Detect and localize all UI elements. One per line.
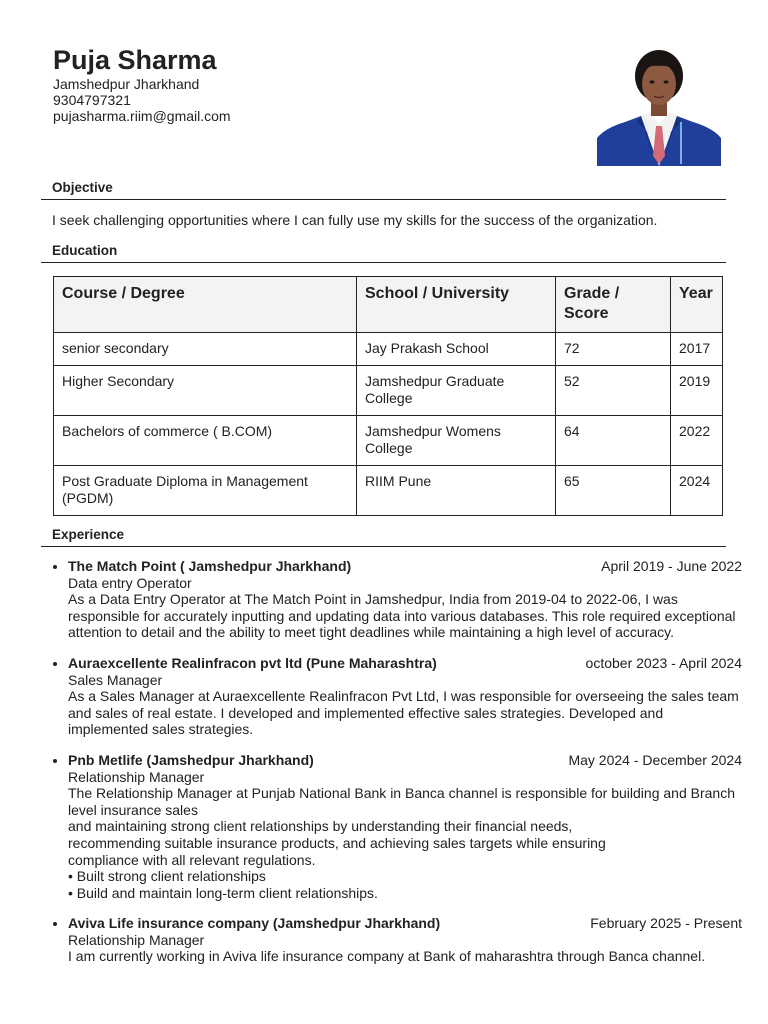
- resume-header: [53, 44, 231, 124]
- description-line: recommending suitable insurance products, and achieving sales targets while ensuring: [68, 834, 606, 851]
- course-cell: senior secondary: [54, 333, 357, 366]
- email-address: pujasharma.riim@gmail.com: [53, 108, 231, 124]
- employment-dates: May 2024 - December 2024: [568, 751, 742, 768]
- description-line: • Build and maintain long-term client relationships.: [68, 884, 378, 901]
- company-name: • Pnb Metlife (Jamshedpur Jharkhand): [68, 751, 314, 768]
- course-cell: Post Graduate Diploma in Management (PGDM): [54, 466, 357, 516]
- job-description: [68, 948, 742, 965]
- description-line: I am currently working in Aviva life insurance company at Bank of maharashtra through Banca channel.: [68, 948, 706, 965]
- year-cell: 2017: [671, 333, 723, 366]
- grade-cell: 72: [556, 333, 671, 366]
- candidate-name: Puja Sharma: [53, 45, 217, 75]
- divider: [41, 199, 726, 200]
- school-cell: RIIM Pune: [357, 466, 556, 516]
- grade-cell: 64: [556, 416, 671, 466]
- school-cell: Jamshedpur Graduate College: [357, 366, 556, 416]
- column-header: Year: [671, 277, 723, 333]
- column-header: Course / Degree: [54, 277, 357, 333]
- description-line: compliance with all relevant regulations.: [68, 851, 316, 868]
- year-cell: 2022: [671, 416, 723, 466]
- column-header: School / University: [357, 277, 556, 333]
- grade-cell: 65: [556, 466, 671, 516]
- section-title-experience: Experience: [52, 527, 125, 542]
- phone-number: 9304797321: [53, 92, 131, 108]
- company-name: • Auraexcellente Realinfracon pvt ltd (Pune Maharashtra): [68, 654, 437, 671]
- table-row: [54, 333, 723, 366]
- company-name: • The Match Point ( Jamshedpur Jharkhand): [68, 558, 352, 574]
- table-row: [54, 466, 723, 516]
- column-header: Grade / Score: [556, 277, 671, 333]
- description-line: As a Sales Manager at Auraexcellente Realinfracon Pvt Ltd, I was responsible for overseeing the sales team and sales of real estate. I developed and implemented effective sales strategies. Developed and implemented sales strategies.: [68, 688, 739, 738]
- table-row: [54, 416, 723, 466]
- section-title-objective: Objective: [52, 180, 113, 195]
- course-cell: Higher Secondary: [54, 366, 357, 416]
- job-role: Relationship Manager: [68, 768, 205, 785]
- divider: [41, 546, 726, 547]
- job-description: [68, 591, 742, 641]
- experience-item: [68, 558, 742, 641]
- location: Jamshedpur Jharkhand: [53, 76, 200, 92]
- section-title-education: Education: [52, 243, 118, 258]
- experience-item: [68, 752, 742, 901]
- employment-dates: April 2019 - June 2022: [601, 558, 742, 574]
- divider: [41, 262, 726, 263]
- employment-dates: october 2023 - April 2024: [585, 654, 742, 671]
- year-cell: 2024: [671, 466, 723, 516]
- description-line: • Built strong client relationships: [68, 868, 266, 885]
- employment-dates: February 2025 - Present: [590, 915, 742, 932]
- table-row: [54, 366, 723, 416]
- job-description: [68, 688, 742, 738]
- experience-item: [68, 655, 742, 738]
- company-name: • Aviva Life insurance company (Jamshedpur Jharkhand): [68, 915, 441, 932]
- table-header-row: [54, 277, 723, 333]
- profile-photo: [597, 46, 721, 166]
- description-line: and maintaining strong client relationships by understanding their financial needs,: [68, 818, 573, 835]
- objective-text: I seek challenging opportunities where I can fully use my skills for the success of the organization.: [52, 212, 658, 228]
- year-cell: 2019: [671, 366, 723, 416]
- description-line: The Relationship Manager at Punjab National Bank in Banca channel is responsible for building and Branch level insurance sales: [68, 785, 735, 818]
- job-role: Relationship Manager: [68, 931, 205, 948]
- school-cell: Jay Prakash School: [357, 333, 556, 366]
- grade-cell: 52: [556, 366, 671, 416]
- experience-item: [68, 915, 742, 965]
- course-cell: Bachelors of commerce ( B.COM): [54, 416, 357, 466]
- job-role: Data entry Operator: [68, 574, 192, 591]
- job-role: Sales Manager: [68, 671, 163, 688]
- school-cell: Jamshedpur Womens College: [357, 416, 556, 466]
- experience-list: [52, 558, 742, 979]
- job-description: [68, 785, 742, 901]
- education-table: [53, 276, 723, 516]
- description-line: As a Data Entry Operator at The Match Point in Jamshedpur, India from 2019-04 to 2022-06, I was responsible for accurately inputting and updating data into various databases. This role required exceptional attention to detail and the ability to meet tight deadlines while maintaining a high level of accuracy.: [68, 591, 736, 641]
